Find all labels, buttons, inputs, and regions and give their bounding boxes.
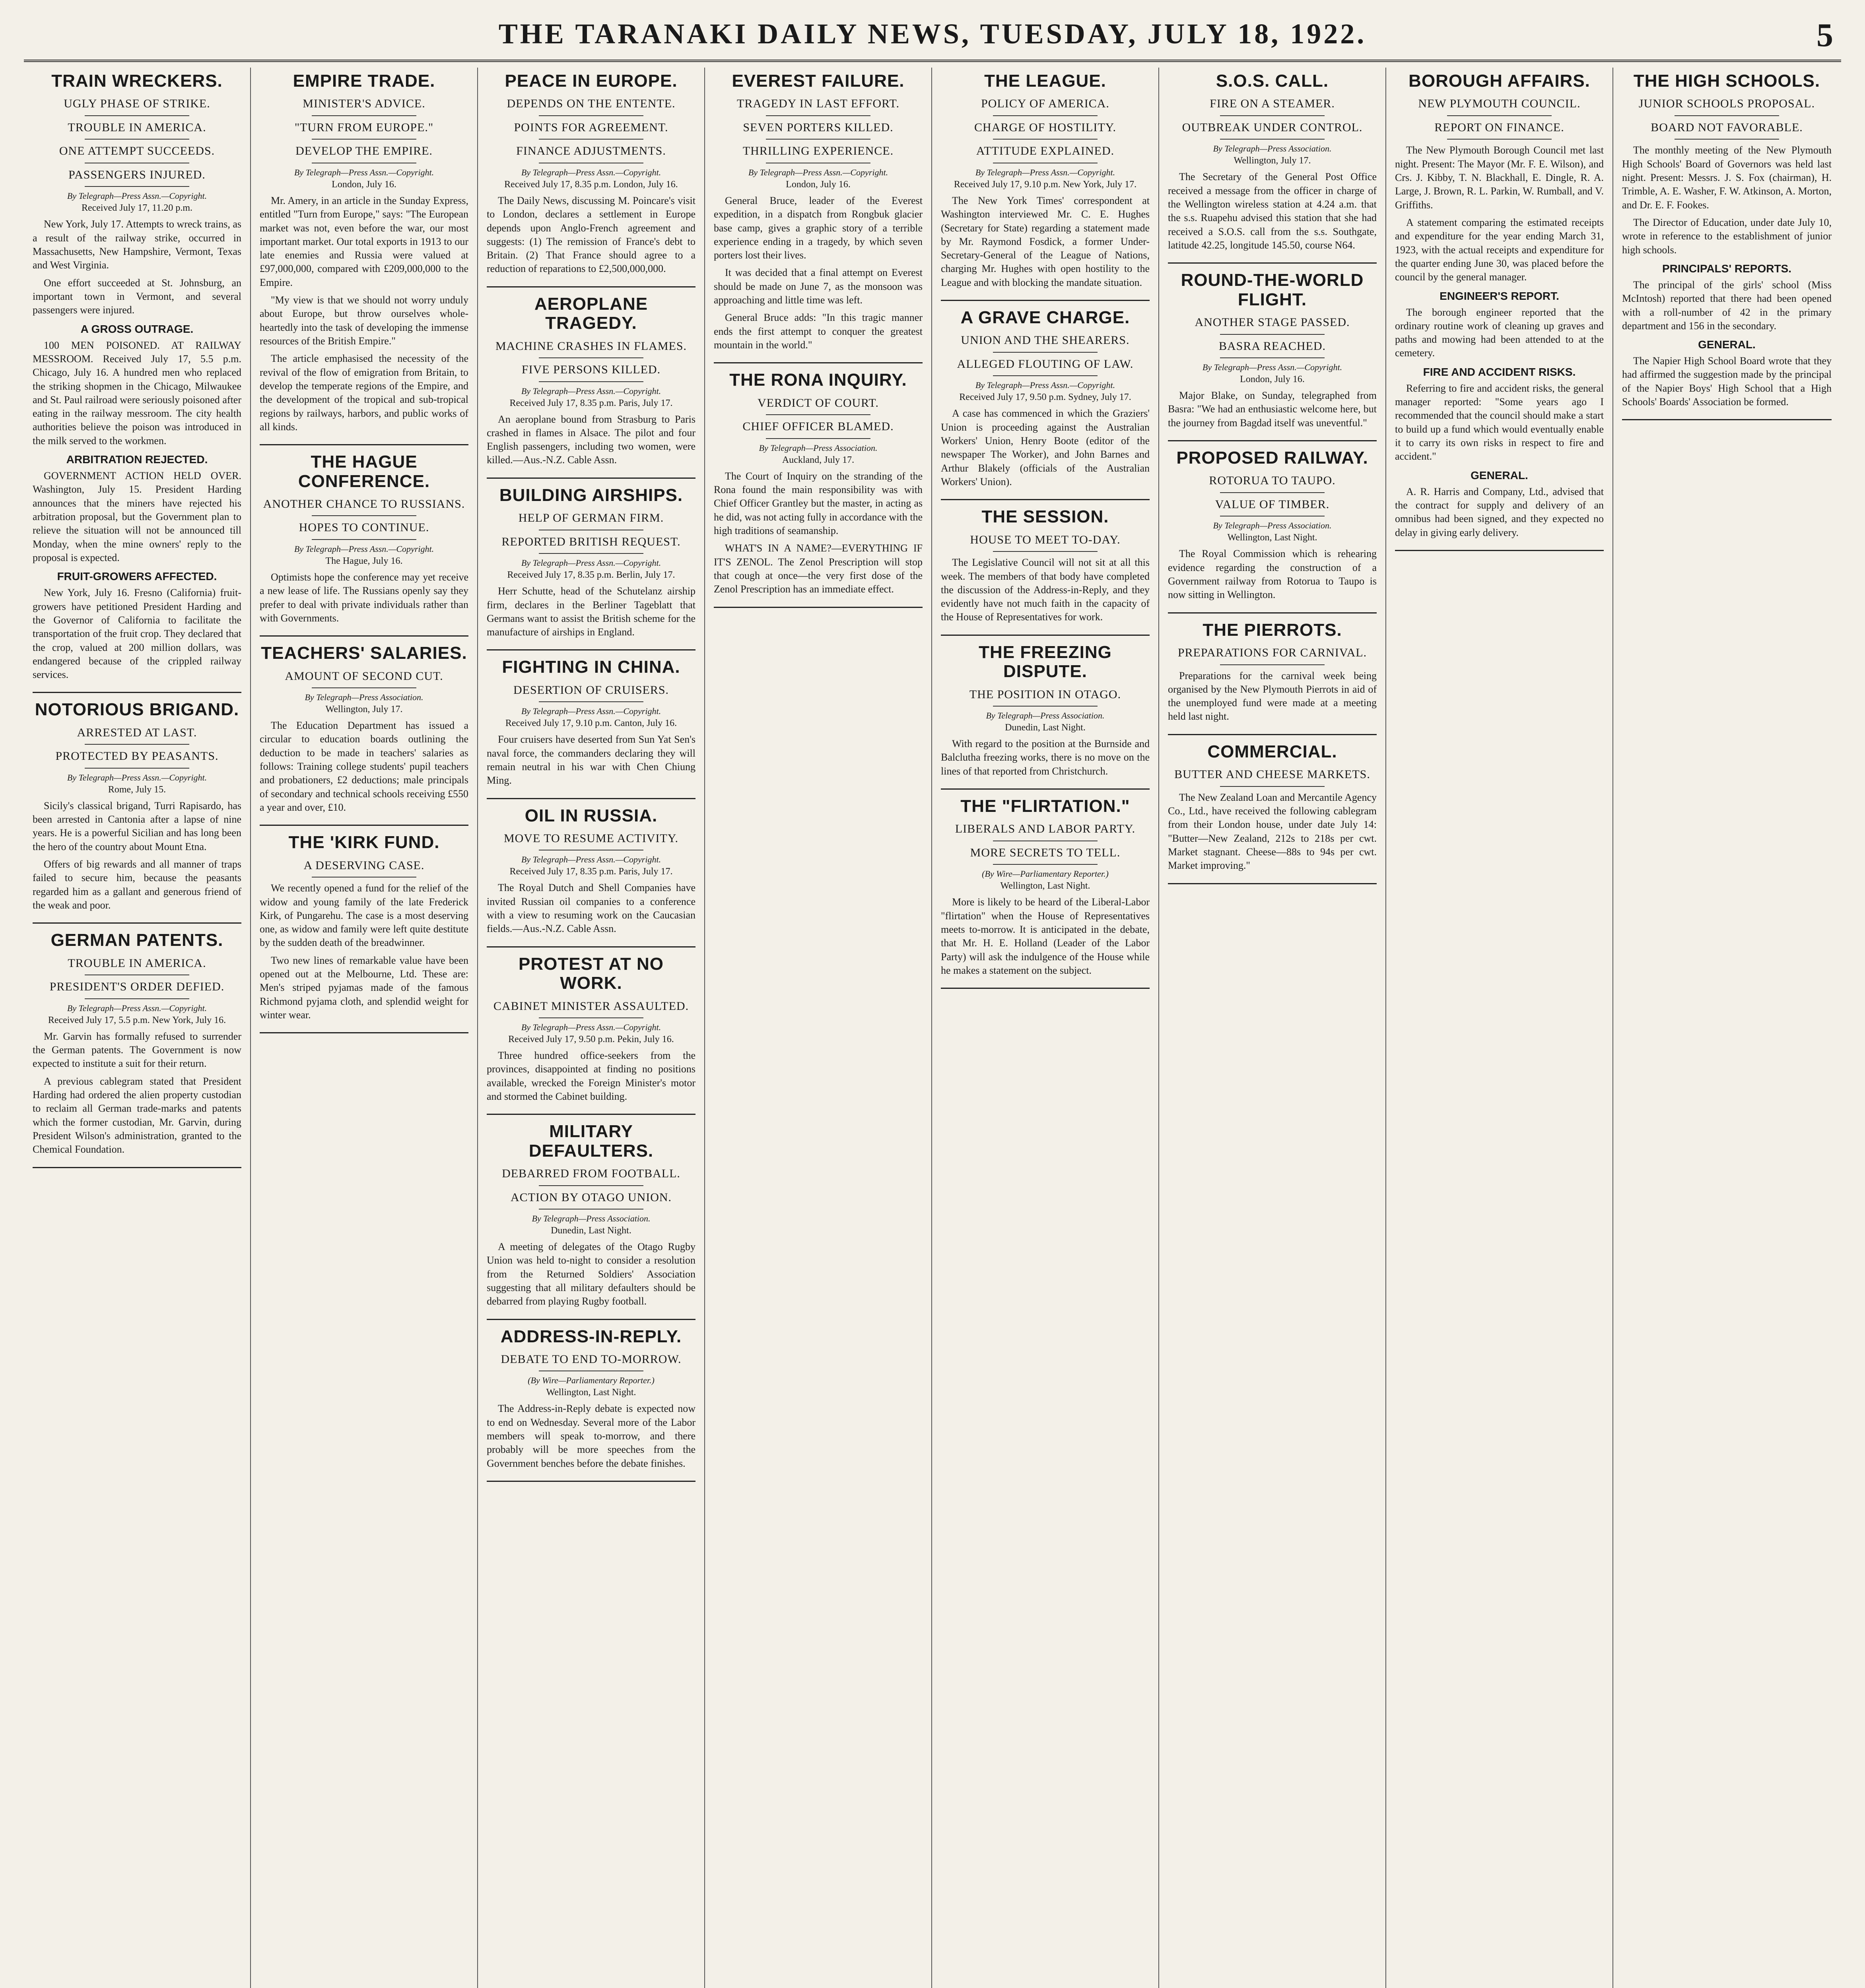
subheadline: ANOTHER STAGE PASSED.	[1195, 316, 1350, 329]
article-paragraph: We recently opened a fund for the relief of the widow and young family of the late Frederick Kirk, of Pungarehu. The case is a most deserving one, as widow and family were left quite destitute by the sudden death of the breadwinner.	[260, 882, 468, 949]
section-paragraph: A. R. Harris and Company, Ltd., advised that the contract for supply and delivery of an omnibus had been signed, and they expected no delay in giving early delivery.	[1395, 485, 1604, 538]
subheadline: ANOTHER CHANCE TO RUSSIANS.	[263, 497, 465, 511]
article-paragraph: New York, July 17. Attempts to wreck trains, as a result of the railway strike, occurred in Massachusetts, New Hampshire, Vermont, Texas and West Virginia.	[33, 218, 241, 271]
headline: ROUND-THE-WORLD FLIGHT.	[1181, 270, 1364, 309]
headline: THE PIERROTS.	[1203, 620, 1342, 640]
column-5	[932, 68, 1159, 1988]
article-separator	[1168, 440, 1377, 441]
dateline: Received July 17, 8.35 p.m. Berlin, July 17.	[507, 570, 675, 580]
article-paragraph: The Secretary of the General Post Office received a message from the officer in charge of the Wellington wireless station at 4.24 a.m. that the s.s. Ruapehu advised this station that she had received a S.O.S. call from the s.s. Southgate, latitude 42.25, longitude 145.50, course N64.	[1168, 171, 1377, 251]
subheadline: HELP OF GERMAN FIRM.	[518, 511, 664, 525]
byline: By Telegraph—Press Assn.—Copyright.	[67, 1003, 207, 1013]
article-paragraph: The Education Department has issued a circular to education boards outlining the deduction to be made in teachers' salaries as follows: Training college students' pupil teachers and probationers, £2 deductions; male principals of secondary and technical schools receiving £550 a year and over, £10.	[260, 720, 468, 813]
article-paragraph: Sicily's classical brigand, Turri Rapisardo, has been arrested in Cantonia after a lapse of nine years. He is a powerful Sicilian and has long been the hero of the country about Mount Etna.	[33, 800, 241, 852]
article-paragraph: A previous cablegram stated that President Harding had ordered the alien property custodian to reclaim all German trade-marks and patents which the former custodian, Mr. Garvin, during President Wilson's administration, granted to the Chemical Foundation.	[33, 1075, 241, 1155]
article	[487, 1327, 695, 1470]
section-paragraph: The Napier High School Board wrote that they had affirmed the suggestion made by the principal of the Napier Boys' High School that a High Schools' Boards' Association be formed.	[1622, 355, 1832, 408]
article-separator	[487, 286, 695, 287]
byline: By Telegraph—Press Assn.—Copyright.	[975, 167, 1115, 177]
deck-rule	[539, 139, 643, 140]
headline: FIGHTING IN CHINA.	[502, 657, 680, 677]
article	[1395, 72, 1604, 540]
byline: By Telegraph—Press Association.	[532, 1213, 651, 1224]
headline: PEACE IN EUROPE.	[505, 71, 678, 91]
byline: By Telegraph—Press Association.	[1213, 520, 1332, 531]
article	[487, 658, 695, 787]
article-separator	[260, 444, 468, 445]
subheadline: REPORTED BRITISH REQUEST.	[501, 535, 681, 548]
byline: By Telegraph—Press Association.	[986, 711, 1105, 721]
dateline: London, July 16.	[1240, 374, 1305, 385]
article	[1622, 72, 1832, 409]
byline: By Telegraph—Press Assn.—Copyright.	[67, 772, 207, 782]
dateline: London, July 16.	[332, 179, 396, 190]
article-paragraph: Offers of big rewards and all manner of traps failed to secure him, because the peasants regarded him as a gallant and generous friend of the weak and poor.	[33, 858, 241, 911]
article-paragraph: A case has commenced in which the Graziers' Union is proceeding against the Australian Workers' Union, Henry Boote (editor of the newspaper The Worker), and John Barnes and Arthur Blakely (officials of the Australian Workers' Union).	[941, 408, 1150, 488]
article	[487, 72, 695, 276]
subheadline: POINTS FOR AGREEMENT.	[514, 120, 668, 134]
dateline: Dunedin, Last Night.	[551, 1225, 631, 1236]
subheadline: ONE ATTEMPT SUCCEEDS.	[59, 144, 215, 158]
subheadline: NEW PLYMOUTH COUNCIL.	[1418, 97, 1581, 111]
subheadline: PASSENGERS INJURED.	[68, 168, 206, 181]
deck-rule	[85, 115, 189, 116]
subheadline: FIRE ON A STEAMER.	[1210, 97, 1335, 111]
section-heading: FRUIT-GROWERS AFFECTED.	[57, 570, 217, 583]
article-paragraph: Mr. Amery, in an article in the Sunday Express, entitled "Turn from Europe," says: "The European market was not, even before the war, our most important market. Our total exports in 1913 to our late enemies and Russia were valued at £97,000,000, compared with £209,000,000 to the Empire.	[260, 194, 468, 288]
subheadline: REPORT ON FINANCE.	[1434, 120, 1564, 134]
dateline: Wellington, Last Night.	[546, 1387, 636, 1398]
article-separator	[487, 798, 695, 799]
deck-rule	[85, 998, 189, 999]
section-heading: ENGINEER'S REPORT.	[1440, 289, 1559, 302]
deck-rule	[993, 864, 1098, 865]
article-paragraph: The Royal Dutch and Shell Companies have invited Russian oil companies to a conference with a view to resuming work on the Caucasian fields.—Aus.-N.Z. Cable Assn.	[487, 882, 695, 935]
dateline: Received July 17, 9.50 p.m. Pekin, July 16.	[508, 1034, 674, 1044]
deck-rule	[1220, 786, 1325, 787]
subheadline: ACTION BY OTAGO UNION.	[510, 1190, 672, 1204]
subheadline: UNION AND THE SHEARERS.	[961, 334, 1130, 347]
deck-rule	[993, 139, 1098, 140]
article-separator	[487, 649, 695, 650]
byline: By Telegraph—Press Assn.—Copyright.	[67, 191, 207, 201]
column-7	[1386, 68, 1613, 1988]
dateline: London, July 16.	[786, 179, 851, 190]
deck-rule	[539, 1185, 643, 1186]
article-paragraph: An aeroplane bound from Strasburg to Paris crashed in flames in Alsace. The pilot and four English passengers, including two women, were killed.—Aus.-N.Z. Cable Assn.	[487, 413, 695, 466]
subheadline: POLICY OF AMERICA.	[981, 97, 1109, 111]
article	[487, 806, 695, 936]
byline: By Telegraph—Press Association.	[1213, 144, 1332, 154]
article-separator	[487, 1319, 695, 1320]
byline: By Telegraph—Press Assn.—Copyright.	[975, 380, 1115, 390]
byline: By Telegraph—Press Association.	[305, 692, 424, 703]
headline: THE HIGH SCHOOLS.	[1633, 71, 1820, 91]
subheadline: TROUBLE IN AMERICA.	[68, 120, 206, 134]
article	[487, 1122, 695, 1308]
article-paragraph: Three hundred office-seekers from the provinces, disappointed at finding no positions available, wrecked the Foreign Minister's motor and stormed the Cabinet building.	[487, 1050, 695, 1102]
deck-rule	[312, 687, 416, 688]
subheadline: PREPARATIONS FOR CARNIVAL.	[1177, 646, 1367, 660]
article	[33, 700, 241, 912]
subheadline: JUNIOR SCHOOLS PROPOSAL.	[1638, 97, 1815, 111]
headline: TRAIN WRECKERS.	[51, 71, 223, 91]
article	[941, 72, 1150, 289]
section-paragraph: GOVERNMENT ACTION HELD OVER. Washington, July 15. President Harding announces that the miners have rejected his arbitration proposal, but the Government plan to relieve the situation will not be announced till Monday, when the mine owners' reply to the proposal is expected.	[33, 470, 241, 563]
subheadline: TRAGEDY IN LAST EFFORT.	[737, 97, 899, 111]
article-paragraph: The New York Times' correspondent at Washington interviewed Mr. C. E. Hughes (Secretary for State) regarding a statement made by Mr. Raymond Fosdick, a former Under-Secretary-General of the League of Nations, charging Mr. Hughes with open hostility to the League and with blocking the mandate situation.	[941, 194, 1150, 288]
deck-rule	[312, 139, 416, 140]
subheadline: BOARD NOT FAVORABLE.	[1651, 120, 1803, 134]
deck-rule	[539, 381, 643, 382]
deck-rule	[766, 414, 870, 415]
subheadline: DEBATE TO END TO-MORROW.	[501, 1352, 682, 1366]
dateline: Received July 17, 11.20 p.m.	[81, 203, 193, 214]
article	[487, 486, 695, 639]
deck-rule	[1675, 139, 1780, 140]
headline: THE LEAGUE.	[984, 71, 1106, 91]
article-separator	[260, 825, 468, 826]
deck-rule	[1220, 664, 1325, 665]
article	[941, 797, 1150, 977]
headline: PROTEST AT NO WORK.	[519, 954, 664, 993]
article-separator	[33, 1167, 241, 1168]
subheadline: DEVELOP THE EMPIRE.	[295, 144, 433, 158]
article-separator	[1395, 550, 1604, 551]
deck-rule	[1220, 357, 1325, 358]
subheadline: DESERTION OF CRUISERS.	[513, 683, 669, 697]
subheadline: PROTECTED BY PEASANTS.	[55, 749, 219, 763]
deck-rule	[85, 139, 189, 140]
subheadline: CHIEF OFFICER BLAMED.	[742, 420, 894, 433]
subheadline: CHARGE OF HOSTILITY.	[974, 120, 1116, 134]
byline: By Telegraph—Press Assn.—Copyright.	[1202, 362, 1342, 373]
dateline: Received July 17, 5.5 p.m. New York, July 16.	[48, 1015, 226, 1025]
article-separator	[487, 1114, 695, 1115]
article-separator	[33, 692, 241, 693]
byline: By Telegraph—Press Assn.—Copyright.	[521, 386, 661, 396]
article-separator	[941, 499, 1150, 500]
column-1	[24, 68, 251, 1988]
subheadline: UGLY PHASE OF STRIKE.	[64, 97, 210, 111]
article-paragraph: The Legislative Council will not sit at all this week. The members of that body have completed the discussion of the Address-in-Reply, and they evidently have not much faith in the capacity of the House of Representatives for work.	[941, 557, 1150, 623]
article-paragraph: The New Plymouth Borough Council met last night. Present: The Mayor (Mr. F. E. Wilson), and Crs. J. Kibby, T. N. Blackhall, E. Dingle, R. A. Large, J. Brown, R. L. Parkin, W. Rumball, and V. Griffiths.	[1395, 144, 1604, 211]
article-paragraph: The Court of Inquiry on the stranding of the Rona found the main responsibility was with Chief Officer Grantley but the master, in acting as he did, was not acting fully in accordance with the high traditions of seamanship.	[714, 470, 923, 536]
article	[260, 72, 468, 434]
subheadline: SEVEN PORTERS KILLED.	[743, 120, 894, 134]
article-separator	[941, 988, 1150, 989]
deck-rule	[85, 744, 189, 745]
article	[941, 308, 1150, 489]
dateline: The Hague, July 16.	[325, 555, 403, 566]
deck-rule	[312, 539, 416, 540]
dateline: Wellington, Last Night.	[1227, 532, 1317, 543]
subheadline: ALLEGED FLOUTING OF LAW.	[957, 357, 1134, 371]
headline: NOTORIOUS BRIGAND.	[35, 700, 239, 720]
article	[260, 644, 468, 814]
section-paragraph: 100 MEN POISONED. AT RAILWAY MESSROOM. Received July 17, 5.5 p.m. Chicago, July 16. A hundred men who replaced the striking shopmen in the Chicago, Milwaukee and St. Paul railroad were seriously poisoned after eating in the railway messroom. The city health authorities believe the poison was introduced in the milk served to the workmen.	[33, 339, 241, 447]
headline: BUILDING AIRSHIPS.	[499, 485, 683, 505]
article-separator	[33, 922, 241, 924]
headline: THE RONA INQUIRY.	[729, 370, 907, 390]
article-separator	[1168, 612, 1377, 613]
deck-rule	[993, 115, 1098, 116]
byline: By Telegraph—Press Assn.—Copyright.	[294, 167, 434, 177]
deck-rule	[993, 375, 1098, 376]
deck-rule	[993, 551, 1098, 552]
article	[1168, 72, 1377, 252]
subheadline: BUTTER AND CHEESE MARKETS.	[1174, 768, 1370, 781]
headline: THE HAGUE CONFERENCE.	[298, 452, 430, 491]
subheadline: A DESERVING CASE.	[303, 858, 425, 872]
article-paragraph: The monthly meeting of the New Plymouth High Schools' Board of Governors was held last night. Present: Messrs. J. S. Fox (chairman), H. Trimble, A. E. Washer, F. W. Atkinson, A. Morton, and Dr. E. F. Fookes.	[1622, 144, 1832, 211]
headline: TEACHERS' SALARIES.	[261, 643, 467, 663]
subheadline: "TURN FROM EUROPE."	[294, 120, 434, 134]
section-heading: PRINCIPALS' REPORTS.	[1662, 262, 1792, 275]
article-separator	[714, 607, 923, 608]
subheadline: MOVE TO RESUME ACTIVITY.	[503, 831, 679, 845]
article	[1168, 271, 1377, 430]
headline: THE "FLIRTATION."	[960, 796, 1130, 816]
article-paragraph: WHAT'S IN A NAME?—EVERYTHING IF IT'S ZENOL. The Zenol Prescription will stop that cough at once—the very first dose of the Zenol Prescription has an immediate effect.	[714, 542, 923, 595]
article	[260, 452, 468, 625]
subheadline: HOPES TO CONTINUE.	[299, 521, 429, 534]
column-4	[705, 68, 932, 1988]
section-paragraph: The principal of the girls' school (Miss McIntosh) reported that there had been opened with a roll-number of 42 in the primary department and 156 in the secondary.	[1622, 279, 1832, 332]
subheadline: TROUBLE IN AMERICA.	[68, 956, 206, 970]
headline: MILITARY DEFAULTERS.	[528, 1122, 654, 1161]
headline: EVEREST FAILURE.	[732, 71, 905, 91]
article-paragraph: Mr. Garvin has formally refused to surrender the German patents. The Government is now expected to institute a suit for their return.	[33, 1030, 241, 1070]
byline: (By Wire—Parliamentary Reporter.)	[528, 1375, 655, 1386]
subheadline: VALUE OF TIMBER.	[1215, 497, 1330, 511]
byline: By Telegraph—Press Association.	[759, 443, 878, 453]
columns-container	[24, 68, 1841, 1988]
article-separator	[260, 635, 468, 637]
article-separator	[941, 300, 1150, 301]
headline: THE FREEZING DISPUTE.	[979, 642, 1112, 681]
dateline: Wellington, July 17.	[325, 704, 403, 715]
dateline: Wellington, July 17.	[1234, 155, 1311, 166]
section-heading: ARBITRATION REJECTED.	[66, 453, 208, 466]
article-paragraph: The Director of Education, under date July 10, wrote in reference to the establishment of junior high schools.	[1622, 216, 1832, 256]
deck-rule	[312, 877, 416, 878]
article-separator	[260, 1032, 468, 1033]
article	[33, 72, 241, 681]
section-paragraph: Referring to fire and accident risks, the general manager reported: "Some years ago I recommended that the council should make a start to build up a fund which would eventually enable it to carry its own risks in respect to fire and accident."	[1395, 382, 1604, 462]
subheadline: THE POSITION IN OTAGO.	[969, 687, 1121, 701]
deck-rule	[312, 115, 416, 116]
section-heading: GENERAL.	[1698, 338, 1756, 351]
deck-rule	[539, 553, 643, 554]
deck-rule	[1220, 492, 1325, 493]
headline: PROPOSED RAILWAY.	[1176, 448, 1368, 468]
subheadline: HOUSE TO MEET TO-DAY.	[970, 533, 1121, 546]
subheadline: BASRA REACHED.	[1218, 339, 1326, 353]
subheadline: ATTITUDE EXPLAINED.	[976, 144, 1115, 158]
masthead-title: THE TARANAKI DAILY NEWS, TUESDAY, JULY 18, 1922.	[498, 18, 1367, 50]
byline: By Telegraph—Press Assn.—Copyright.	[521, 1022, 661, 1032]
dateline: Wellington, Last Night.	[1000, 881, 1090, 891]
deck-rule	[1220, 334, 1325, 335]
article-paragraph: The Daily News, discussing M. Poincare's visit to London, declares a settlement in Europe depends upon Anglo-French agreement and suggests: (1) The remission of France's debt to Britain. (2) That France should agree to a reduction of reparations to £2,500,000,000.	[487, 194, 695, 275]
byline: By Telegraph—Press Assn.—Copyright.	[521, 558, 661, 568]
deck-rule	[766, 438, 870, 439]
dateline: Dunedin, Last Night.	[1005, 722, 1086, 733]
article-separator	[714, 362, 923, 363]
deck-rule	[539, 701, 643, 702]
subheadline: MACHINE CRASHES IN FLAMES.	[495, 339, 687, 353]
article-paragraph: Four cruisers have deserted from Sun Yat Sen's naval force, the commanders declaring they will remain neutral in his war with Chen Chiung Ming.	[487, 734, 695, 786]
page-number: 5	[1816, 17, 1833, 54]
deck-rule	[766, 115, 870, 116]
dateline: Received July 17, 8.35 p.m. Paris, July 17.	[509, 398, 673, 408]
dateline: Auckland, July 17.	[782, 454, 855, 465]
article-paragraph: It was decided that a final attempt on Everest should be made on June 7, as the monsoon was approaching and little time was left.	[714, 267, 923, 306]
subheadline: AMOUNT OF SECOND CUT.	[285, 669, 443, 683]
article-paragraph: "My view is that we should not worry unduly about Europe, but throw ourselves whole-heartedly into the task of developing the immense resources of the British Empire."	[260, 294, 468, 347]
deck-rule	[312, 515, 416, 516]
section-heading: GENERAL.	[1471, 469, 1528, 481]
article-paragraph: The Royal Commission which is rehearing evidence regarding the construction of a Government railway from Rotorua to Taupo is now sitting in Wellington.	[1168, 548, 1377, 601]
article	[714, 72, 923, 352]
section-heading: FIRE AND ACCIDENT RISKS.	[1423, 365, 1576, 378]
headline: OIL IN RUSSIA.	[525, 806, 658, 825]
article-paragraph: More is likely to be heard of the Liberal-Labor "flirtation" when the House of Representatives meets to-morrow. It is anticipated in the debate, that Mr. H. E. Holland (Leader of the Labor Party) will ask the indulgence of the House while he makes a statement on the subject.	[941, 896, 1150, 976]
subheadline: MORE SECRETS TO TELL.	[970, 846, 1121, 859]
article-separator	[1622, 419, 1832, 420]
article-paragraph: Two new lines of remarkable value have been opened out at the Melbourne, Ltd. These are: Men's striped pyjamas made of the famous Richmond pyjama cloth, and splendid weight for winter wear.	[260, 954, 468, 1021]
subheadline: CABINET MINISTER ASSAULTED.	[493, 999, 689, 1013]
article-separator	[1168, 734, 1377, 735]
article-separator	[941, 788, 1150, 790]
article-separator	[1168, 262, 1377, 264]
article	[487, 295, 695, 467]
headline: COMMERCIAL.	[1207, 742, 1337, 761]
subheadline: THRILLING EXPERIENCE.	[742, 144, 894, 158]
deck-rule	[539, 357, 643, 358]
headline: EMPIRE TRADE.	[293, 71, 435, 91]
byline: By Telegraph—Press Assn.—Copyright.	[521, 706, 661, 716]
dateline: Received July 17, 9.10 p.m. Canton, July 16.	[505, 718, 677, 729]
byline: By Telegraph—Press Assn.—Copyright.	[521, 854, 661, 865]
article-paragraph: The article emphasised the necessity of the revival of the flow of emigration from Britain, to develop the temperate regions of the Empire, and the development of the tropical and sub-tropical regions by railways, harbors, and public works of all kinds.	[260, 353, 468, 433]
deck-rule	[1220, 139, 1325, 140]
deck-rule	[85, 768, 189, 769]
article	[33, 931, 241, 1156]
column-8	[1613, 68, 1840, 1988]
headline: BOROUGH AFFAIRS.	[1408, 71, 1590, 91]
article-separator	[487, 478, 695, 479]
article	[941, 643, 1150, 778]
article-paragraph: A meeting of delegates of the Otago Rugby Union was held to-night to consider a resolution from the Returned Soldiers' Association suggesting that all military defaulters should be debarred from playing Rugby football.	[487, 1241, 695, 1307]
article-separator	[1168, 883, 1377, 884]
column-6	[1159, 68, 1386, 1988]
headline: ADDRESS-IN-REPLY.	[500, 1326, 682, 1346]
article-paragraph: Optimists hope the conference may yet receive a new lease of life. The Russians openly say they prefer to deal with private individuals rather than with Governments.	[260, 571, 468, 624]
headline: GERMAN PATENTS.	[51, 930, 223, 950]
deck-rule	[1675, 115, 1780, 116]
column-2	[251, 68, 478, 1988]
article-paragraph: With regard to the position at the Burnside and Balclutha freezing works, there is no move on the lines of that reported from Christchurch.	[941, 738, 1150, 777]
article	[260, 833, 468, 1022]
article-paragraph: The New Zealand Loan and Mercantile Agency Co., Ltd., have received the following cablegram from their London house, under date July 14: "Butter—New Zealand, 212s to 218s per cwt. Market stagnant. Cheese—88s to 94s per cwt. Market improving."	[1168, 791, 1377, 872]
headline: THE 'KIRK FUND.	[288, 833, 440, 852]
byline: By Telegraph—Press Assn.—Copyright.	[294, 544, 434, 554]
deck-rule	[766, 139, 870, 140]
byline: By Telegraph—Press Assn.—Copyright.	[748, 167, 888, 177]
dateline: Rome, July 15.	[108, 784, 166, 795]
article	[1168, 621, 1377, 724]
article-paragraph: One effort succeeded at St. Johnsburg, an important town in Vermont, and several passengers were injured.	[33, 277, 241, 316]
column-3	[478, 68, 705, 1988]
deck-rule	[539, 1017, 643, 1018]
subheadline: PRESIDENT'S ORDER DEFIED.	[49, 980, 225, 994]
subheadline: OUTBREAK UNDER CONTROL.	[1182, 120, 1363, 134]
article-separator	[487, 946, 695, 947]
subheadline: VERDICT OF COURT.	[758, 396, 879, 410]
section-heading: A GROSS OUTRAGE.	[80, 322, 194, 335]
article	[714, 371, 923, 596]
article-paragraph: Preparations for the carnival week being organised by the New Plymouth Pierrots in aid of the unemployed fund were made at a meeting held last night.	[1168, 670, 1377, 722]
article-paragraph: A statement comparing the estimated receipts and expenditure for the year ending March 31, 1923, with the actual receipts and expenditure for the quarter ending June 30, was placed before the council by the general manager.	[1395, 216, 1604, 283]
masthead	[24, 12, 1841, 62]
article	[1168, 448, 1377, 602]
deck-rule	[1447, 115, 1552, 116]
deck-rule	[1220, 115, 1325, 116]
dateline: Received July 17, 9.10 p.m. New York, July 17.	[954, 179, 1137, 190]
subheadline: DEPENDS ON THE ENTENTE.	[507, 97, 676, 111]
subheadline: MINISTER'S ADVICE.	[303, 97, 425, 111]
headline: AEROPLANE TRAGEDY.	[534, 294, 648, 333]
article-paragraph: General Bruce adds: "In this tragic manner ends the first attempt to conquer the greatest mountain in the world."	[714, 312, 923, 351]
subheadline: FINANCE ADJUSTMENTS.	[516, 144, 666, 158]
subheadline: ROTORUA TO TAUPO.	[1209, 474, 1336, 487]
article-separator	[487, 1481, 695, 1482]
article-paragraph: Major Blake, on Sunday, telegraphed from Basra: "We had an enthusiastic welcome here, but the journey from Bagdad itself was uneventful."	[1168, 390, 1377, 429]
article-paragraph: The Address-in-Reply debate is expected now to end on Wednesday. Several more of the Labor members will speak to-morrow, and there probably will be more speeches from the Government benches before the debate finishes.	[487, 1403, 695, 1469]
headline: A GRAVE CHARGE.	[960, 308, 1130, 328]
section-paragraph: New York, July 16. Fresno (California) fruit-growers have petitioned President Harding and the Governor of California to facilitate the transportation of the fruit crop. They declared that the crop, valued at 200 million dollars, was endangered because of the crippled railway services.	[33, 587, 241, 681]
article-paragraph: General Bruce, leader of the Everest expedition, in a dispatch from Rongbuk glacier base camp, gives a graphic story of a terrible experience ending in a tragedy, by which seven porters lost their lives.	[714, 194, 923, 261]
deck-rule	[85, 186, 189, 187]
article	[1168, 742, 1377, 873]
subheadline: ARRESTED AT LAST.	[77, 726, 197, 739]
byline: By Telegraph—Press Assn.—Copyright.	[521, 167, 661, 177]
deck-rule	[993, 706, 1098, 707]
section-paragraph: The borough engineer reported that the ordinary routine work of cleaning up graves and paths and mowing had been attended to at the cemetery.	[1395, 306, 1604, 359]
article	[941, 507, 1150, 624]
subheadline: DEBARRED FROM FOOTBALL.	[502, 1167, 680, 1180]
deck-rule	[539, 115, 643, 116]
byline: (By Wire—Parliamentary Reporter.)	[982, 869, 1109, 879]
headline: THE SESSION.	[981, 507, 1109, 527]
subheadline: LIBERALS AND LABOR PARTY.	[955, 822, 1136, 836]
dateline: Received July 17, 9.50 p.m. Sydney, July 17.	[959, 392, 1131, 403]
headline: S.O.S. CALL.	[1216, 71, 1329, 91]
article	[487, 955, 695, 1104]
article-paragraph: Herr Schutte, head of the Schutelanz airship firm, declares in the Berliner Tageblatt that Germans want to assist the British scheme for the manufacture of airships in England.	[487, 585, 695, 638]
deck-rule	[1447, 139, 1552, 140]
article-separator	[941, 635, 1150, 636]
subheadline: FIVE PERSONS KILLED.	[521, 363, 661, 377]
dateline: Received July 17, 8.35 p.m. Paris, July 17.	[509, 866, 673, 877]
deck-rule	[993, 352, 1098, 353]
dateline: Received July 17, 8.35 p.m. London, July 16.	[504, 179, 678, 190]
